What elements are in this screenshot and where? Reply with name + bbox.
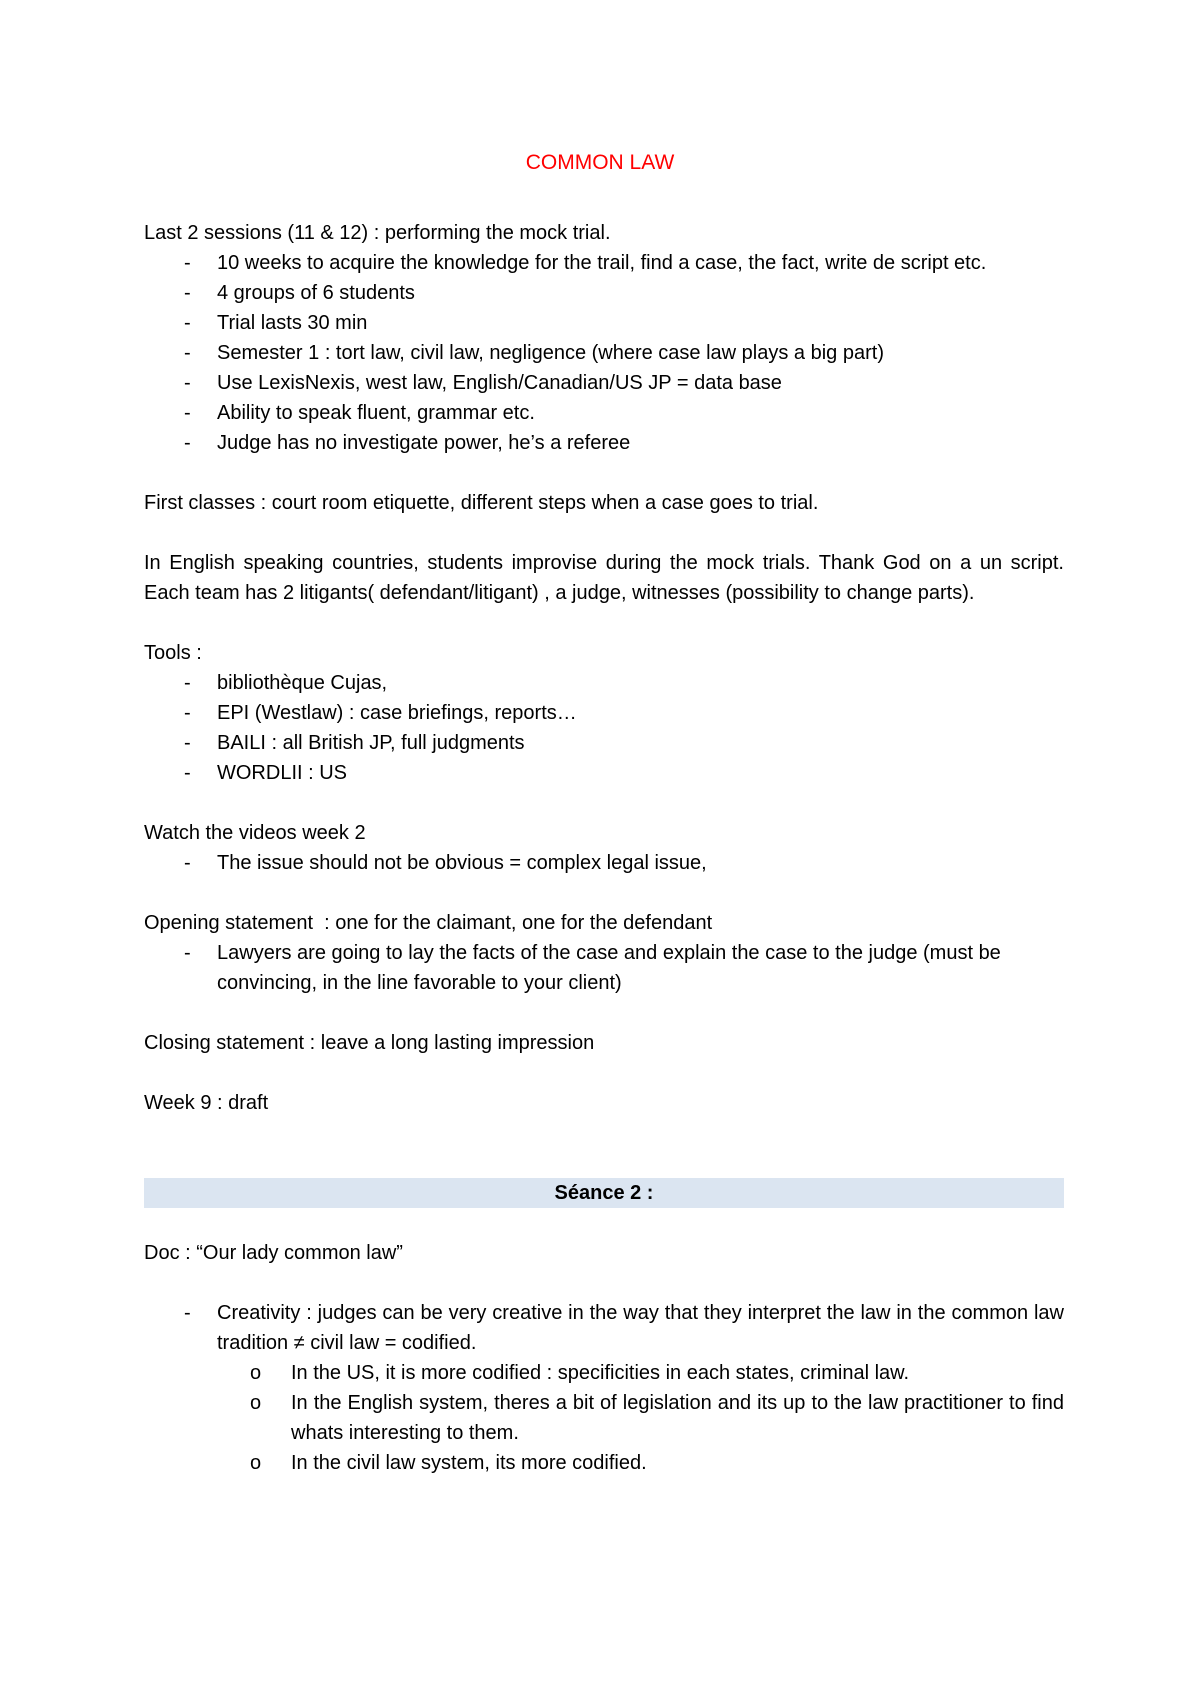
english-countries-paragraph: In English speaking countries, students improvise during the mock trials. Thank God on a un script. Each team has 2 litigants( defendant/litigant) , a judge, witnesses (possibility to change parts). (144, 552, 1064, 604)
bullet-marker: o (250, 1392, 262, 1414)
bullet-marker: - (184, 342, 191, 364)
list-item: - 10 weeks to acquire the knowledge for the trail, find a case, the fact, write de script etc. (144, 248, 1064, 278)
list-item: - Semester 1 : tort law, civil law, negligence (where case law plays a big part) (144, 338, 1064, 368)
list-item: - BAILI : all British JP, full judgments (144, 728, 1064, 758)
list-item: - WORDLII : US (144, 758, 1064, 788)
bullet-marker: - (184, 282, 191, 304)
list-item: - EPI (Westlaw) : case briefings, reports… (144, 698, 1064, 728)
bullet-marker: - (184, 762, 191, 784)
first-classes-paragraph: First classes : court room etiquette, different steps when a case goes to trial. (144, 492, 819, 514)
list-item: - Trial lasts 30 min (144, 308, 1064, 338)
sub-list-item: o In the civil law system, its more codified. (144, 1448, 1064, 1478)
doc-line: Doc : “Our lady common law” (144, 1242, 403, 1264)
bullet-marker: o (250, 1362, 262, 1384)
tools-heading: Tools : (144, 642, 202, 664)
list-item: - Lawyers are going to lay the facts of the case and explain the case to the judge (must be convincing, in the line favorable to your client) (144, 938, 1064, 998)
bullet-marker: o (250, 1452, 262, 1474)
sub-list-item: o In the US, it is more codified : specificities in each states, criminal law. (144, 1358, 1064, 1388)
list-item: - bibliothèque Cujas, (144, 668, 1064, 698)
sub-list-item: o In the English system, theres a bit of legislation and its up to the law practitioner to find whats interesting to them. (144, 1388, 1064, 1448)
bullet-marker: - (184, 732, 191, 754)
bullet-marker: - (184, 672, 191, 694)
list-item: - Use LexisNexis, west law, English/Canadian/US JP = data base (144, 368, 1064, 398)
bullet-marker: - (184, 702, 191, 724)
week9-paragraph: Week 9 : draft (144, 1092, 269, 1114)
bullet-marker: - (184, 432, 191, 454)
bullet-marker: - (184, 402, 191, 424)
bullet-marker: - (184, 942, 191, 964)
bullet-marker: - (184, 312, 191, 334)
videos-heading: Watch the videos week 2 (144, 822, 366, 844)
list-item: - Judge has no investigate power, he’s a referee (144, 428, 1064, 458)
list-item: - Ability to speak fluent, grammar etc. (144, 398, 1064, 428)
document-title: COMMON LAW (525, 151, 675, 174)
intro-paragraph: Last 2 sessions (11 & 12) : performing the mock trial. (144, 222, 611, 244)
list-item: - 4 groups of 6 students (144, 278, 1064, 308)
section-heading-seance-2: Séance 2 : (144, 1178, 1064, 1208)
bullet-marker: - (184, 252, 191, 274)
opening-heading: Opening statement : one for the claimant, one for the defendant (144, 912, 713, 934)
list-item: - The issue should not be obvious = complex legal issue, (144, 848, 1064, 878)
bullet-marker: - (184, 372, 191, 394)
document-body (144, 218, 1064, 1478)
bullet-marker: - (184, 852, 191, 874)
list-item: - Creativity : judges can be very creative in the way that they interpret the law in the common law tradition ≠ civil law = codified. (144, 1298, 1064, 1358)
bullet-marker: - (184, 1302, 191, 1324)
closing-paragraph: Closing statement : leave a long lasting impression (144, 1032, 595, 1054)
